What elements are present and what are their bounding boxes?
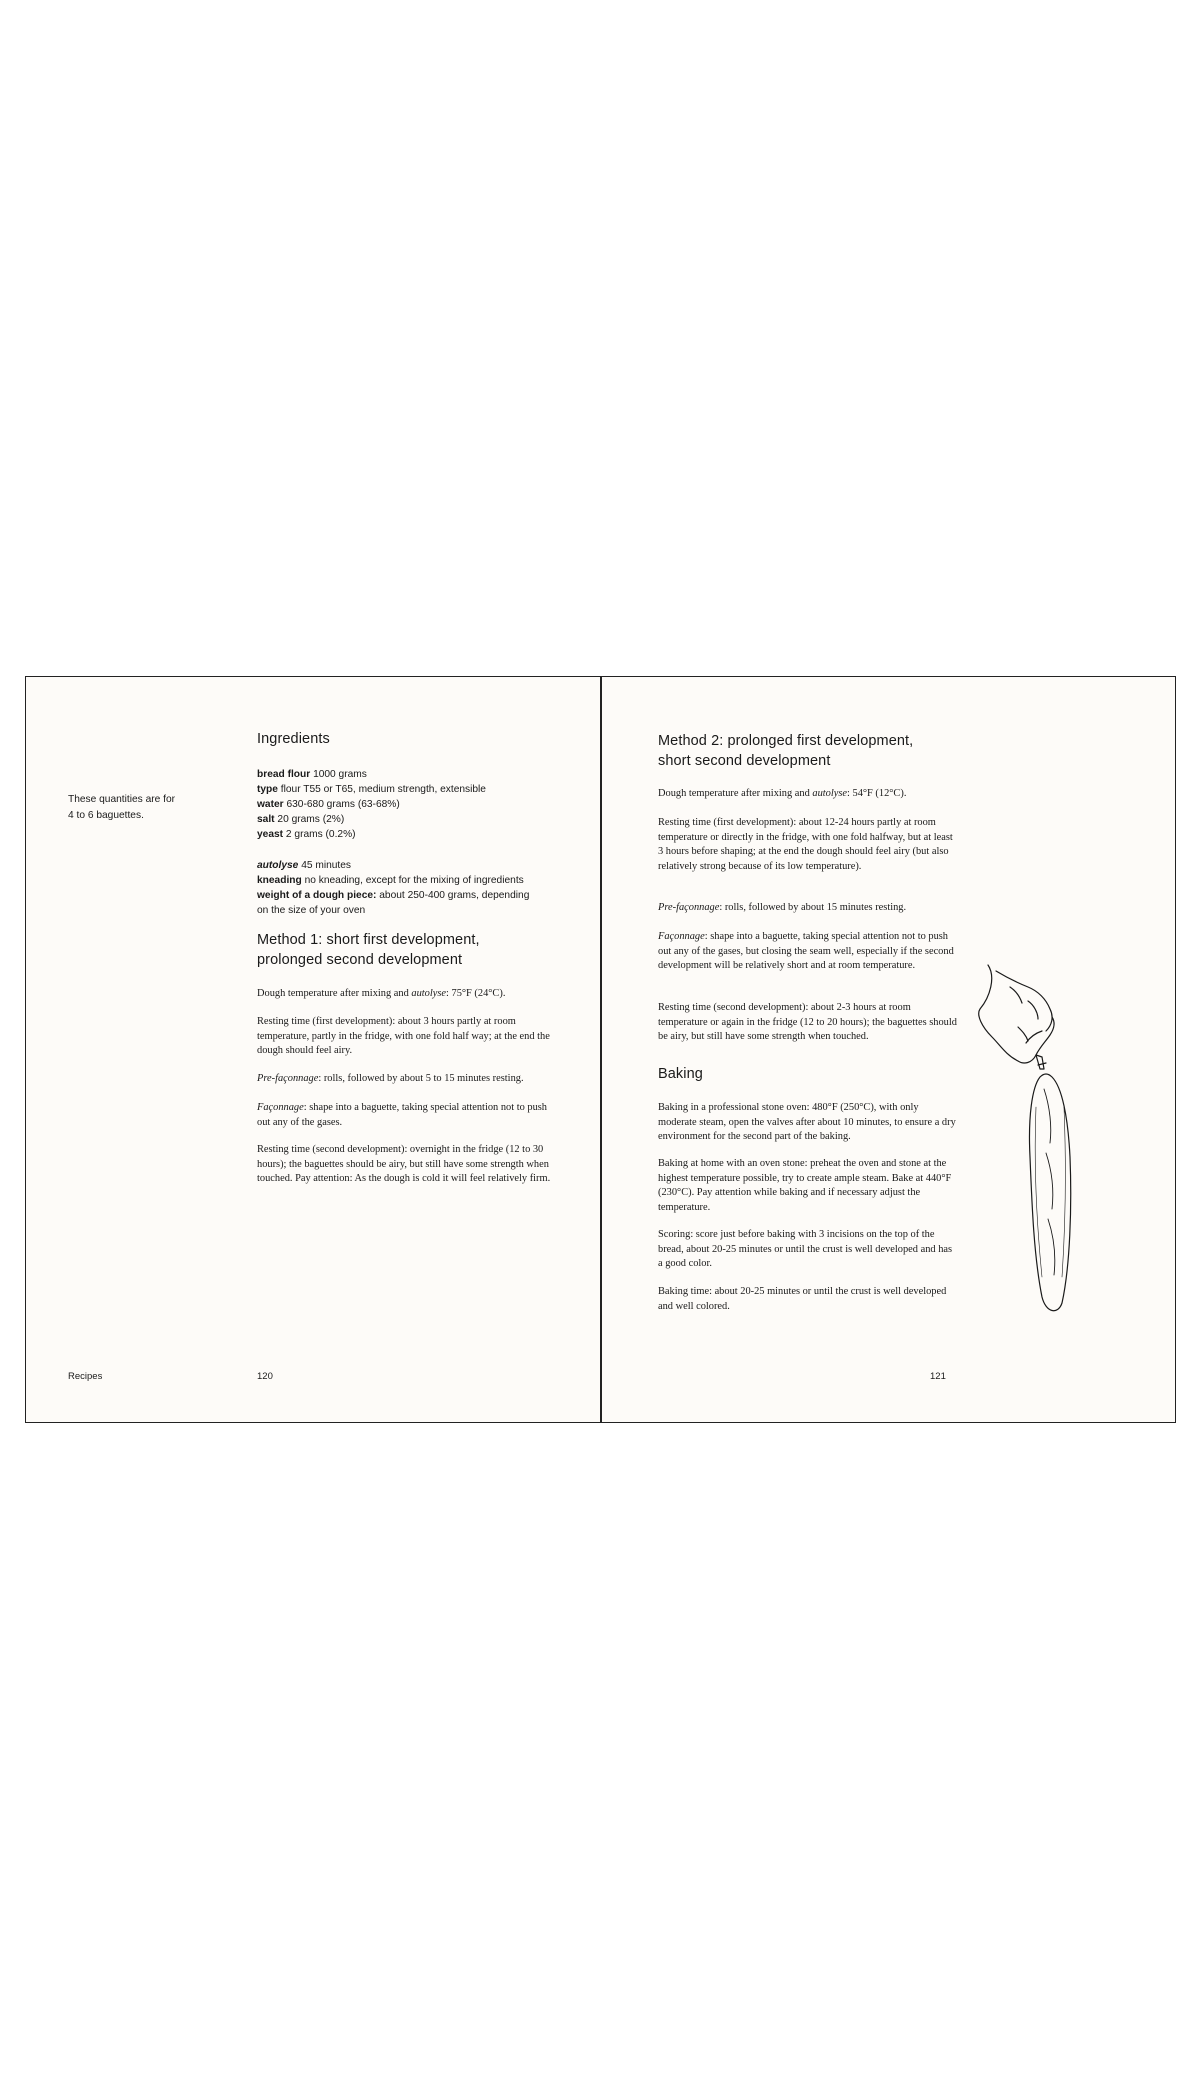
ingredient-label: bread flour xyxy=(257,769,311,780)
book-spread xyxy=(25,676,1176,1423)
text-run: : shape into a baguette, taking special attention not to push out any of the gases, but closing the seam well, especially if the second development will be relatively short and at room temperature. xyxy=(658,931,954,971)
ingredient-value: flour T55 or T65, medium strength, extensible xyxy=(280,784,486,795)
process-label: weight of a dough piece: xyxy=(257,890,377,901)
page-number: 121 xyxy=(930,1371,946,1382)
ingredients-list xyxy=(257,767,557,842)
text-run: : shape into a baguette, taking special attention not to push out any of the gases. xyxy=(257,1102,548,1128)
page-gutter xyxy=(600,677,602,1422)
method2-paragraph xyxy=(658,901,958,916)
text-run-italic: Façonnage xyxy=(658,931,705,942)
footer-section: Recipes xyxy=(68,1371,103,1382)
process-row xyxy=(257,873,557,888)
page-number: 120 xyxy=(257,1371,273,1382)
process-value: no kneading, except for the mixing of ingredients xyxy=(304,875,524,886)
method1-paragraph: Resting time (second development): overnight in the fridge (12 to 30 hours); the baguettes should be airy, but still have some strength when touched. Pay attention: As the dough is cold it will feel relatively firm. xyxy=(257,1144,551,1184)
text-run: : rolls, followed by about 15 minutes resting. xyxy=(719,902,907,913)
ingredients-heading: Ingredients xyxy=(257,731,330,747)
ingredient-value: 20 grams (2%) xyxy=(277,814,345,825)
method2-paragraph xyxy=(658,787,958,802)
ingredient-label: salt xyxy=(257,814,275,825)
method1-paragraph xyxy=(257,1072,557,1087)
ingredient-value: 2 grams (0.2%) xyxy=(285,829,356,840)
text-run: Dough temperature after mixing and xyxy=(658,788,813,799)
text-run-italic: Façonnage xyxy=(257,1102,304,1113)
baking-heading: Baking xyxy=(658,1066,703,1082)
process-list xyxy=(257,858,557,918)
ingredient-row xyxy=(257,827,557,842)
baking-paragraph: Baking at home with an oven stone: preheat the oven and stone at the highest temperature possible, try to create ample steam. Bake at 440°F (230°C). Pay attention while baking and if necessary adjust the temperature. xyxy=(658,1158,952,1213)
method2-paragraph xyxy=(658,930,958,974)
hand-scoring-baguette-illustration xyxy=(966,957,1096,1337)
method2-paragraph: Resting time (first development): about 12-24 hours partly at room temperature or directly in the fridge, with one fold halfway, but at least 3 hours before shaping; at the end the dough should feel airy (but also relatively strong because of its low temperature). xyxy=(658,817,953,872)
method1-paragraph xyxy=(257,1101,557,1130)
ingredient-row xyxy=(257,797,557,812)
ingredient-value: 1000 grams xyxy=(313,769,367,780)
process-row xyxy=(257,888,557,903)
baking-paragraph: Baking in a professional stone oven: 480°F (250°C), with only moderate steam, open the valves after about 10 minutes, to ensure a dry environment for the second part of the baking. xyxy=(658,1102,956,1142)
process-value: about 250-400 grams, depending xyxy=(379,890,530,901)
text-run: : 75°F (24°C). xyxy=(446,988,506,999)
process-label: autolyse xyxy=(257,860,299,871)
method1-heading-line: Method 1: short first development, xyxy=(257,932,480,948)
ingredient-row xyxy=(257,812,557,827)
method1-paragraph xyxy=(257,987,557,1002)
method1-heading xyxy=(257,930,557,970)
ingredient-row xyxy=(257,782,557,797)
ingredient-label: yeast xyxy=(257,829,284,840)
baking-paragraph: Scoring: score just before baking with 3 incisions on the top of the bread, about 20-25 minutes or until the crust is well developed and has a good color. xyxy=(658,1229,953,1269)
text-run-italic: autolyse xyxy=(411,988,447,999)
ingredient-label: water xyxy=(257,799,284,810)
method2-heading xyxy=(658,731,958,771)
ingredient-row xyxy=(257,767,557,782)
text-run-italic: Pre-façonnage xyxy=(658,902,720,913)
process-value: 45 minutes xyxy=(301,860,352,871)
method2-heading-line: short second development xyxy=(658,753,831,769)
process-row-continued: on the size of your oven xyxy=(257,905,366,916)
method2-paragraph: Resting time (second development): about 2-3 hours at room temperature or again in the fridge (12 to 20 hours); the baguettes should be airy, but still have some strength when touched. xyxy=(658,1002,957,1042)
text-run: Dough temperature after mixing and xyxy=(257,988,412,999)
text-run: : rolls, followed by about 5 to 15 minutes resting. xyxy=(318,1073,524,1084)
process-row xyxy=(257,858,557,873)
method2-heading-line: Method 2: prolonged first development, xyxy=(658,733,914,749)
method1-heading-line: prolonged second development xyxy=(257,952,463,968)
process-label: kneading xyxy=(257,875,302,886)
side-note: These quantities are for 4 to 6 baguettes. xyxy=(68,794,176,821)
text-run-italic: Pre-façonnage xyxy=(257,1073,319,1084)
ingredient-value: 630-680 grams (63-68%) xyxy=(286,799,400,810)
method1-paragraph: Resting time (first development): about 3 hours partly at room temperature, partly in the fridge, with one fold half way; at the end the dough should feel airy. xyxy=(257,1016,550,1056)
ingredient-label: type xyxy=(257,784,278,795)
text-run-italic: autolyse xyxy=(812,788,848,799)
baking-paragraph: Baking time: about 20-25 minutes or until the crust is well developed and well colored. xyxy=(658,1286,947,1312)
text-run: : 54°F (12°C). xyxy=(847,788,907,799)
